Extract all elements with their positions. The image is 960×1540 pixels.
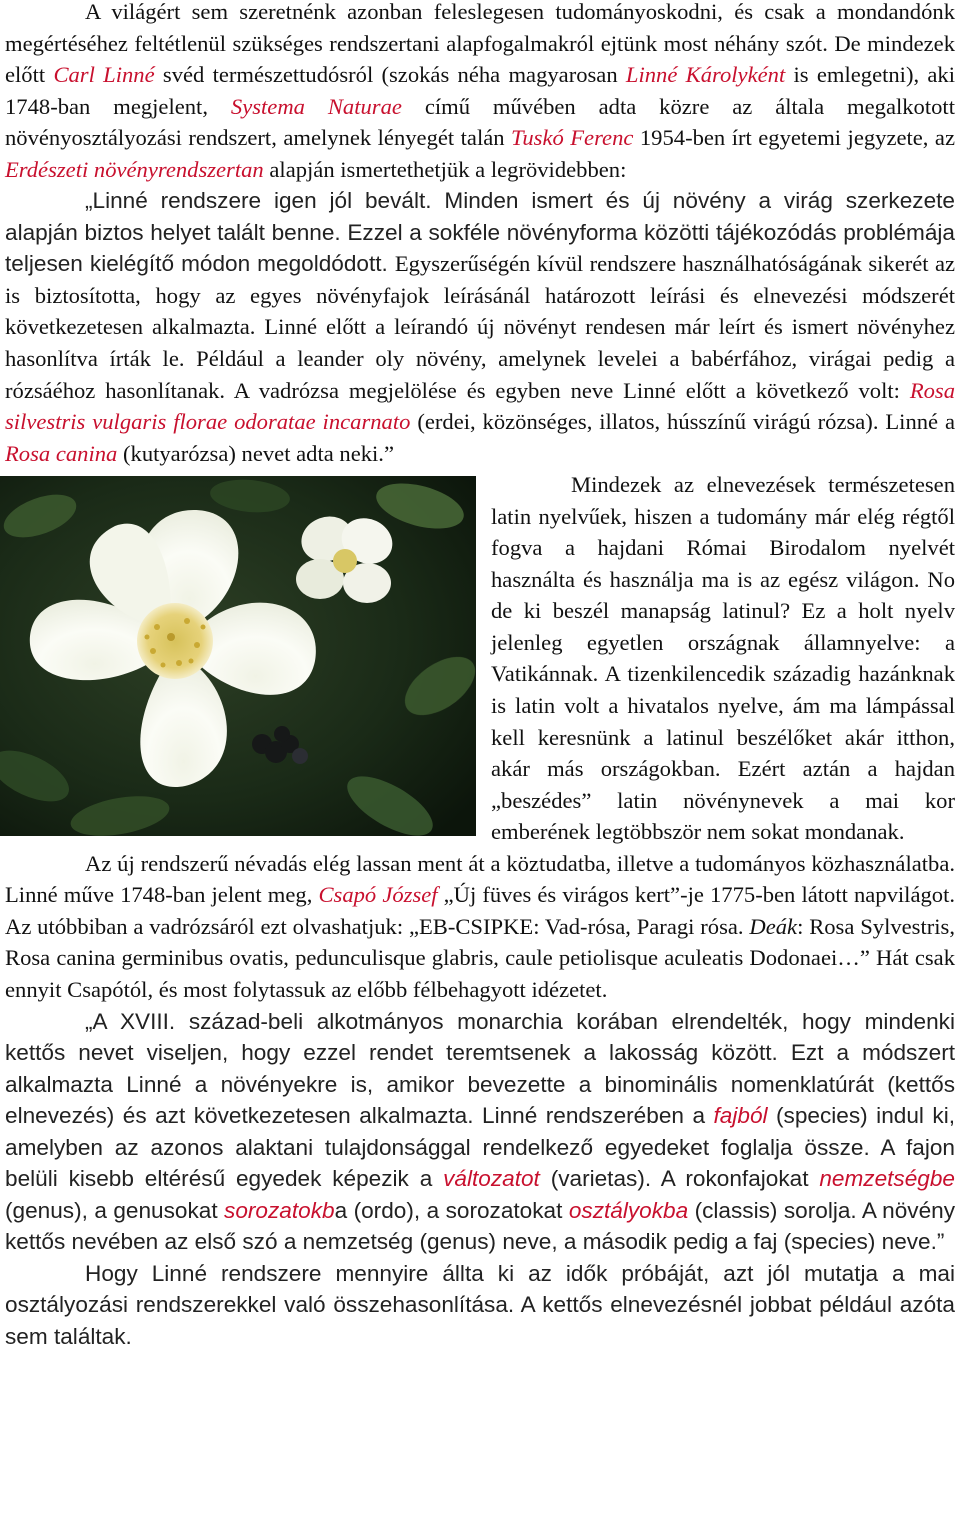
- rose-image: [0, 476, 476, 836]
- emphasis-text: Erdészeti növényrendszertan: [5, 156, 264, 182]
- text-run: „Linné rendszere igen jól bevált. Minden ismert és új növény a virág szerkezete alapján biztos helyet talált benne. Ezzel a sokféle növényforma közötti tájékozódás problémája teljesen kielégítő módon megoldódott.: [5, 188, 955, 277]
- emphasis-text: Tuskó Ferenc: [511, 125, 634, 151]
- emphasis-text: Csapó József: [318, 882, 438, 908]
- paragraph-intro: [5, 0, 955, 185]
- text-run: Hogy Linné rendszere mennyire állta ki az idők próbáját, azt jól mutatja a mai osztályozási rendszerekkel való összehasonlítása. A kettős elnevezésnél jobbat például azóta sem találtak.: [5, 1260, 955, 1349]
- text-run: című művében adta közre az általa megalkotott növényosztályozási rendszert, amelynek lényegét talán: [5, 93, 955, 151]
- emphasis-text: sorozatokb: [224, 1197, 335, 1223]
- text-run: (species) indul ki, amelyben az azonos alaktani tulajdonsággal rendelkező egyedeket foglalja össze. A fajon belüli kisebb eltérésű egyedek képezik a: [5, 1103, 955, 1192]
- emphasis-text: változatot: [443, 1166, 540, 1192]
- emphasis-text: Deák: [749, 913, 798, 939]
- text-run: (classis) sorolja. A növény kettős nevében az első szó a nemzetség (genus) neve, a második pedig a faj (species) neve.”: [5, 1197, 956, 1255]
- text-run: is emlegetni), aki 1748-ban megjelent,: [5, 62, 956, 119]
- text-run: (erdei, közönséges, illatos, hússzínű virágú rózsa). Linné a: [410, 409, 956, 435]
- text-run: Egyszerűségén kívül rendszere használhatóságának sikerét az is biztosította, hogy az egyes növényfajok leírásánál határozott leírási és elnevezési módszerét következetesen alkalmazta. Linné előtt a leírandó új növényt rendesen már leírt és ismert növényhez hasonlítva írták le. Például a leander oly növény, amelynek levelei a babérfához, virágai pedig a rózsáéhoz hasonlítanak. A vadrózsa megjelölése és egyben neve Linné előtt a következő volt:: [5, 251, 956, 403]
- quote-1-part-2: [5, 251, 955, 465]
- emphasis-text: Linné Károlyként: [625, 62, 786, 88]
- text-run: Mindezek az elnevezések természetesen latin nyelvűek, hiszen a tudomány már elég régtől fogva a hajdani Római Birodalom nyelvét használta és használja ma is az egész világon. No de ki beszél manapság latinul? Ez a holt nyelv jelenleg egyetlen országnak államnyelve: a Vatikánnak. A tizenkilencedik századig hazánknak is latin volt a hivatalos nyelve, ám ma lámpással kell keresnünk a latinul beszélőket akár itthon, akár más országokban. Ezért aztán a hajdan „beszédes” latin növénynevek a mai kor emberének legtöbbször nem sokat mondanak.: [491, 472, 955, 845]
- text-run: : Rosa Sylvestris, Rosa canina germinibus ovatis, pedunculisque glabris, caule petiolisque aculeatis Dodonaei…” Hát csak ennyit Csapótól, és most folytassuk az előbb félbehagyott idézetet.: [5, 913, 955, 1002]
- text-run: (genus), a genusokat: [5, 1197, 225, 1223]
- paragraph-csapo: [5, 848, 955, 1006]
- emphasis-text: Carl Linné: [53, 62, 155, 88]
- emphasis-text: Rosa canina: [5, 440, 118, 466]
- emphasis-text: fajból: [713, 1103, 768, 1129]
- text-run: De mindezek előtt: [5, 30, 955, 88]
- paragraph-quote-1: [5, 185, 955, 469]
- emphasis-text: osztályokba: [568, 1197, 689, 1223]
- emphasis-text: nemzetségbe: [819, 1166, 955, 1192]
- wild-rose-photo: [0, 476, 476, 836]
- emphasis-text: Systema Naturae: [230, 93, 402, 119]
- text-run: a (ordo), a sorozatokat: [334, 1197, 569, 1223]
- text-run: (varietas). A rokonfajokat: [539, 1166, 820, 1192]
- emphasis-text: Rosa silvestris vulgaris florae odoratae incarnato: [5, 377, 955, 435]
- text-run: svéd természettudósról (szokás néha magyarosan: [154, 62, 626, 88]
- paragraph-quote-2: [5, 1006, 955, 1258]
- quote-1-rest: [5, 251, 955, 465]
- text-run: (kutyarózsa) nevet adta neki.”: [117, 440, 394, 466]
- text-run: A világért sem szeretnénk azonban feleslegesen tudományoskodni, és csak a mondandónk megértéséhez feltétlenül szükséges rendszertani alapfogalmakról ejtünk most néhány szót.: [5, 0, 955, 56]
- text-run: „A XVIII. század-beli alkotmányos monarchia korában elrendelték, hogy mindenki kettős nevet viseljen, hogy ezzel rendet teremtsenek a lakosság között. Ezt a módszert alkalmazta Linné a növényekre is, amikor bevezette a binominális nomenklatúrát (kettős elnevezés) és azt következetesen alkalmazta. Linné rendszerében a: [5, 1008, 955, 1129]
- document-page: [5, 0, 955, 1353]
- text-run: „Új füves és virágos kert”-je 1775-ben látott napvilágot. Az utóbbiban a vadrózsáról ezt olvashatjuk: „EB-CSIPKE: Vad-rósa, Paragi rósa.: [5, 882, 955, 939]
- text-run: 1954-ben írt egyetemi jegyzete, az: [633, 125, 955, 151]
- text-run: alapján ismertethetjük a legrövidebben:: [263, 156, 627, 182]
- paragraph-conclusion: [5, 1258, 955, 1353]
- text-run: Az új rendszerű névadás elég lassan ment át a köztudatba, illetve a tudományos közhasználatba. Linné műve 1748-ban jelent meg,: [5, 850, 955, 908]
